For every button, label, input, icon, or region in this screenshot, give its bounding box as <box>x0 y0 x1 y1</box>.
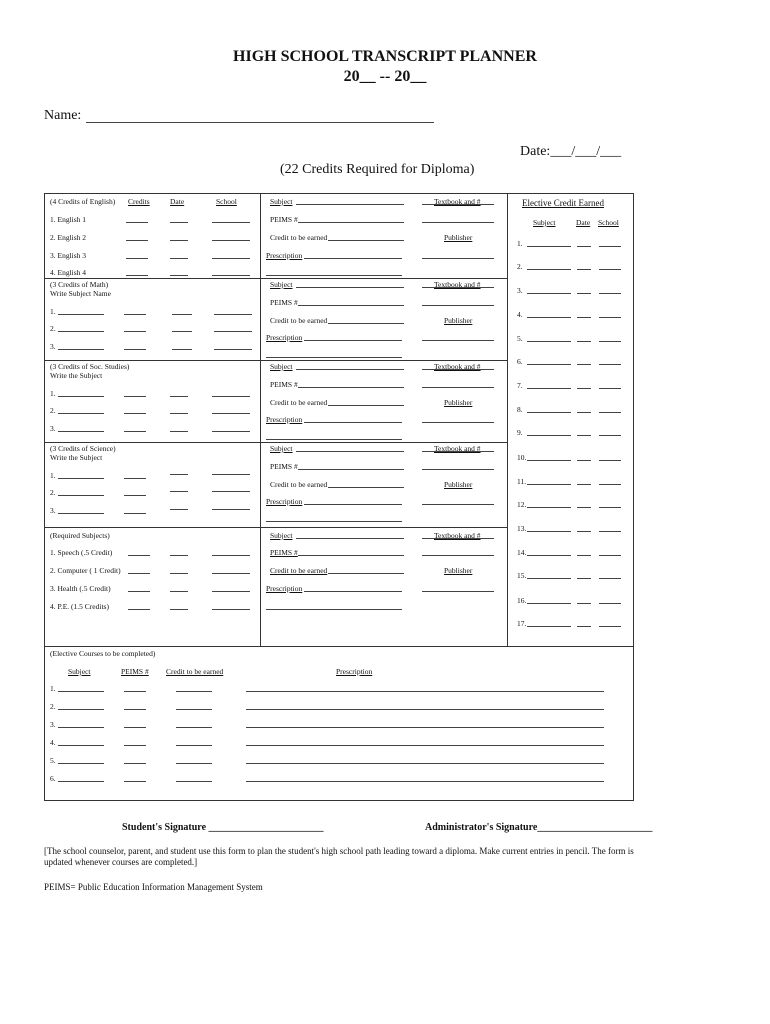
elective-col-peims: PEIMS # <box>121 667 149 676</box>
elective-earned-num: 13. <box>517 524 527 533</box>
elective-earned-blank[interactable] <box>527 269 571 270</box>
english-row: 3. English 3 <box>50 251 87 260</box>
elective-earned-num: 9. <box>517 428 523 437</box>
elective-earned-blank[interactable] <box>599 531 621 532</box>
elective-earned-num: 8. <box>517 405 523 414</box>
detail-textbook: Textbook and # <box>434 197 481 206</box>
detail-prescription: Prescription <box>266 497 303 506</box>
elective-earned-num: 3. <box>517 286 523 295</box>
elective-course-blank[interactable] <box>58 745 104 746</box>
elective-earned-num: 14. <box>517 548 527 557</box>
peims-definition: PEIMS= Public Education Information Management System <box>44 882 263 892</box>
detail-peims: PEIMS # <box>270 462 298 471</box>
elective-earned-blank[interactable] <box>599 317 621 318</box>
detail-credit: Credit to be earned <box>270 233 328 242</box>
detail-peims: PEIMS # <box>270 215 298 224</box>
elective-earned-num: 15. <box>517 571 527 580</box>
elective-earned-blank[interactable] <box>599 293 621 294</box>
elective-earned-blank[interactable] <box>527 460 571 461</box>
english-col-school: School <box>216 197 237 206</box>
detail-peims: PEIMS # <box>270 298 298 307</box>
elective-earned-num: 16. <box>517 596 527 605</box>
elective-course-num: 6. <box>50 774 56 783</box>
required-heading: (Required Subjects) <box>50 531 110 540</box>
elective-earned-blank[interactable] <box>527 435 571 436</box>
elective-earned-col-school: School <box>598 218 619 227</box>
elective-earned-blank[interactable] <box>527 484 571 485</box>
detail-peims: PEIMS # <box>270 380 298 389</box>
elective-earned-blank[interactable] <box>527 412 571 413</box>
math-num: 3. <box>50 342 56 351</box>
elective-earned-blank[interactable] <box>599 507 621 508</box>
elective-earned-num: 5. <box>517 334 523 343</box>
elective-earned-blank[interactable] <box>527 507 571 508</box>
english-heading: (4 Credits of English) <box>50 197 116 206</box>
elective-course-num: 5. <box>50 756 56 765</box>
elective-col-subject: Subject <box>68 667 91 676</box>
elective-earned-blank[interactable] <box>577 555 591 556</box>
elective-earned-blank[interactable] <box>599 555 621 556</box>
elective-earned-blank[interactable] <box>577 341 591 342</box>
elective-earned-blank[interactable] <box>599 626 621 627</box>
elective-course-blank[interactable] <box>58 727 104 728</box>
elective-earned-blank[interactable] <box>599 484 621 485</box>
elective-course-blank[interactable] <box>246 691 604 692</box>
detail-publisher: Publisher <box>444 398 473 407</box>
elective-earned-blank[interactable] <box>527 246 571 247</box>
elective-earned-blank[interactable] <box>599 578 621 579</box>
elective-earned-blank[interactable] <box>527 388 571 389</box>
elective-earned-blank[interactable] <box>577 317 591 318</box>
elective-course-blank[interactable] <box>124 745 146 746</box>
elective-earned-blank[interactable] <box>577 626 591 627</box>
elective-earned-col-date: Date <box>576 218 591 227</box>
english-row: 1. English 1 <box>50 215 87 224</box>
elective-earned-blank[interactable] <box>527 555 571 556</box>
detail-credit: Credit to be earned <box>270 316 328 325</box>
detail-subject: Subject <box>270 197 293 206</box>
credits-required: (22 Credits Required for Diploma) <box>280 162 475 177</box>
elective-earned-title: Elective Credit Earned <box>522 198 604 208</box>
elective-course-blank[interactable] <box>246 709 604 710</box>
elective-course-num: 4. <box>50 738 56 747</box>
elective-earned-blank[interactable] <box>577 603 591 604</box>
elective-earned-num: 10. <box>517 453 527 462</box>
detail-subject: Subject <box>270 362 293 371</box>
elective-course-num: 1. <box>50 684 56 693</box>
name-label: Name: <box>44 108 82 123</box>
elective-course-blank[interactable] <box>246 745 604 746</box>
elective-courses-heading: (Elective Courses to be completed) <box>50 649 156 658</box>
science-num: 1. <box>50 471 56 480</box>
elective-earned-blank[interactable] <box>527 317 571 318</box>
elective-earned-blank[interactable] <box>527 603 571 604</box>
elective-earned-num: 11. <box>517 477 527 486</box>
elective-course-blank[interactable] <box>246 727 604 728</box>
detail-subject: Subject <box>270 444 293 453</box>
detail-prescription: Prescription <box>266 415 303 424</box>
elective-course-blank[interactable] <box>58 763 104 764</box>
elective-earned-blank[interactable] <box>527 531 571 532</box>
elective-earned-blank[interactable] <box>577 388 591 389</box>
elective-earned-blank[interactable] <box>577 484 591 485</box>
detail-peims: PEIMS # <box>270 548 298 557</box>
english-col-credits: Credits <box>128 197 150 206</box>
required-row: 4. P.E. (1.5 Credits) <box>50 602 109 611</box>
math-subheading: Write Subject Name <box>50 289 111 298</box>
science-num: 2. <box>50 488 56 497</box>
elective-earned-blank[interactable] <box>599 388 621 389</box>
elective-earned-blank[interactable] <box>577 246 591 247</box>
elective-earned-num: 2. <box>517 262 523 271</box>
elective-course-blank[interactable] <box>124 691 146 692</box>
elective-course-blank[interactable] <box>246 763 604 764</box>
elective-earned-blank[interactable] <box>577 531 591 532</box>
elective-earned-blank[interactable] <box>599 341 621 342</box>
soc-num: 2. <box>50 406 56 415</box>
detail-prescription: Prescription <box>266 333 303 342</box>
elective-earned-blank[interactable] <box>577 293 591 294</box>
elective-earned-blank[interactable] <box>599 460 621 461</box>
elective-earned-num: 17. <box>517 619 527 628</box>
elective-earned-blank[interactable] <box>599 246 621 247</box>
date-field[interactable]: Date:___/___/___ <box>520 144 622 159</box>
elective-earned-blank[interactable] <box>577 269 591 270</box>
elective-earned-blank[interactable] <box>527 293 571 294</box>
detail-credit: Credit to be earned <box>270 480 328 489</box>
science-subheading: Write the Subject <box>50 453 103 462</box>
elective-earned-num: 7. <box>517 381 523 390</box>
elective-course-blank[interactable] <box>124 763 146 764</box>
elective-earned-num: 1. <box>517 239 523 248</box>
elective-earned-blank[interactable] <box>527 578 571 579</box>
elective-earned-blank[interactable] <box>577 507 591 508</box>
elective-course-num: 3. <box>50 720 56 729</box>
elective-col-prescription: Prescription <box>336 667 373 676</box>
detail-publisher: Publisher <box>444 480 473 489</box>
required-row: 1. Speech (.5 Credit) <box>50 548 113 557</box>
elective-course-blank[interactable] <box>176 745 212 746</box>
soc-heading: (3 Credits of Soc. Studies) <box>50 362 130 371</box>
elective-earned-num: 4. <box>517 310 523 319</box>
math-num: 1. <box>50 307 56 316</box>
elective-earned-blank[interactable] <box>527 626 571 627</box>
student-signature[interactable]: Student's Signature _______________________ <box>122 822 324 833</box>
elective-course-blank[interactable] <box>176 691 212 692</box>
elective-earned-blank[interactable] <box>599 412 621 413</box>
page-title: HIGH SCHOOL TRANSCRIPT PLANNER <box>233 48 537 65</box>
elective-earned-num: 6. <box>517 357 523 366</box>
elective-course-blank[interactable] <box>124 781 146 782</box>
detail-subject: Subject <box>270 280 293 289</box>
science-num: 3. <box>50 506 56 515</box>
english-col-date: Date <box>170 197 185 206</box>
detail-publisher: Publisher <box>444 233 473 242</box>
math-num: 2. <box>50 324 56 333</box>
elective-earned-blank[interactable] <box>577 460 591 461</box>
elective-course-blank[interactable] <box>176 727 212 728</box>
soc-subheading: Write the Subject <box>50 371 103 380</box>
soc-num: 1. <box>50 389 56 398</box>
detail-publisher: Publisher <box>444 566 473 575</box>
name-field[interactable] <box>86 122 434 123</box>
elective-earned-blank[interactable] <box>527 341 571 342</box>
elective-earned-blank[interactable] <box>599 435 621 436</box>
elective-course-blank[interactable] <box>176 763 212 764</box>
science-heading: (3 Credits of Science) <box>50 444 116 453</box>
elective-col-credit: Credit to be earned <box>166 667 224 676</box>
school-years: 20__ -- 20__ <box>343 68 427 85</box>
elective-earned-col-subject: Subject <box>533 218 556 227</box>
elective-course-blank[interactable] <box>176 709 212 710</box>
elective-earned-blank[interactable] <box>577 412 591 413</box>
detail-subject: Subject <box>270 531 293 540</box>
elective-earned-blank[interactable] <box>577 578 591 579</box>
detail-textbook: Textbook and # <box>434 362 481 371</box>
elective-earned-blank[interactable] <box>577 435 591 436</box>
detail-textbook: Textbook and # <box>434 280 481 289</box>
elective-earned-blank[interactable] <box>527 364 571 365</box>
required-row: 3. Health (.5 Credit) <box>50 584 111 593</box>
elective-course-blank[interactable] <box>246 781 604 782</box>
detail-credit: Credit to be earned <box>270 398 328 407</box>
detail-publisher: Publisher <box>444 316 473 325</box>
detail-prescription: Prescription <box>266 584 303 593</box>
elective-course-blank[interactable] <box>58 781 104 782</box>
detail-credit: Credit to be earned <box>270 566 328 575</box>
administrator-signature[interactable]: Administrator's Signature_______________________ <box>425 822 653 833</box>
elective-earned-blank[interactable] <box>577 364 591 365</box>
elective-course-blank[interactable] <box>124 727 146 728</box>
detail-textbook: Textbook and # <box>434 444 481 453</box>
footer-note: [The school counselor, parent, and student use this form to plan the student's high school path leading toward a diploma. Make current entries in pencil. The form is <box>44 846 634 856</box>
elective-earned-blank[interactable] <box>599 269 621 270</box>
elective-course-blank[interactable] <box>176 781 212 782</box>
english-row: 4. English 4 <box>50 268 87 277</box>
elective-course-num: 2. <box>50 702 56 711</box>
footer-note-cont: updated whenever courses are completed.] <box>44 857 198 867</box>
detail-textbook: Textbook and # <box>434 531 481 540</box>
elective-earned-num: 12. <box>517 500 527 509</box>
elective-course-blank[interactable] <box>124 709 146 710</box>
detail-prescription: Prescription <box>266 251 303 260</box>
math-heading: (3 Credits of Math) <box>50 280 109 289</box>
elective-earned-blank[interactable] <box>599 603 621 604</box>
soc-num: 3. <box>50 424 56 433</box>
elective-course-blank[interactable] <box>58 691 104 692</box>
english-row: 2. English 2 <box>50 233 87 242</box>
elective-earned-blank[interactable] <box>599 364 621 365</box>
elective-course-blank[interactable] <box>58 709 104 710</box>
required-row: 2. Computer ( 1 Credit) <box>50 566 121 575</box>
